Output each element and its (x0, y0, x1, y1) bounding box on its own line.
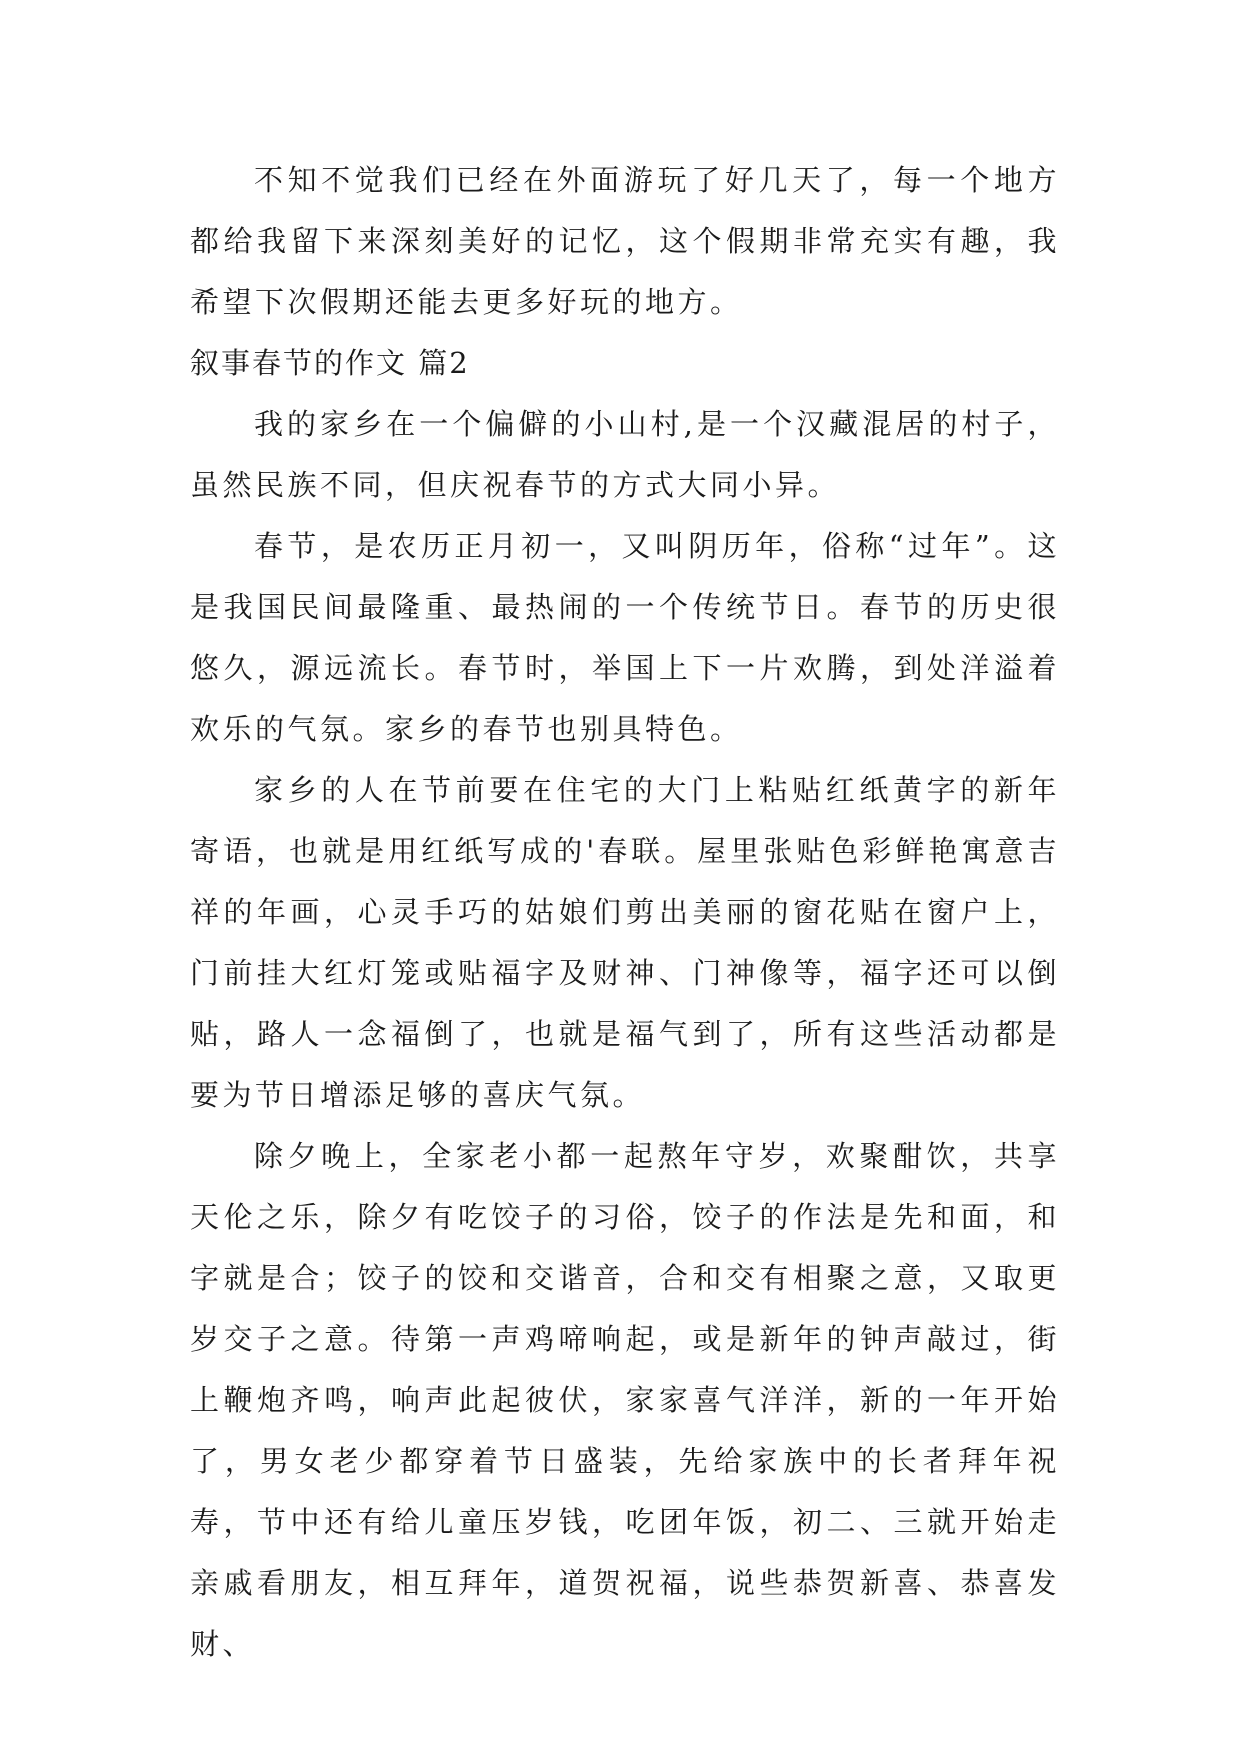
paragraph-decorations: 家乡的人在节前要在住宅的大门上粘贴红纸黄字的新年寄语，也就是用红纸写成的'春联。屋里张贴色彩鲜艳寓意吉祥的年画，心灵手巧的姑娘们剪出美丽的窗花贴在窗户上，门前挂大红灯笼或贴福字及财神、门神像等，福字还可以倒贴，路人一念福倒了，也就是福气到了，所有这些活动都是要为节日增添足够的喜庆气氛。 (190, 773, 1060, 1112)
paragraph-closing-previous-essay: 不知不觉我们已经在外面游玩了好几天了，每一个地方都给我留下来深刻美好的记忆，这个假期非常充实有趣，我希望下次假期还能去更多好玩的地方。 (190, 163, 1060, 319)
paragraph-spring-festival-definition: 春节，是农历正月初一，又叫阴历年，俗称“过年”。这是我国民间最隆重、最热闹的一个传统节日。春节的历史很悠久，源远流长。春节时，举国上下一片欢腾，到处洋溢着欢乐的气氛。家乡的春节也别具特色。 (190, 529, 1060, 746)
paragraph-hometown-intro: 我的家乡在一个偏僻的小山村,是一个汉藏混居的村子，虽然民族不同，但庆祝春节的方式大同小异。 (190, 407, 1060, 502)
paragraph-new-years-eve: 除夕晚上，全家老小都一起熬年守岁，欢聚酣饮，共享天伦之乐，除夕有吃饺子的习俗，饺子的作法是先和面，和字就是合；饺子的饺和交谐音，合和交有相聚之意，又取更岁交子之意。待第一声鸡啼响起，或是新年的钟声敲过，街上鞭炮齐鸣，响声此起彼伏，家家喜气洋洋，新的一年开始了，男女老少都穿着节日盛装，先给家族中的长者拜年祝寿，节中还有给儿童压岁钱，吃团年饭，初二、三就开始走亲戚看朋友，相互拜年，道贺祝福，说些恭贺新喜、恭喜发财、 (190, 1139, 1060, 1661)
document-body (190, 150, 1060, 1675)
section-heading: 叙事春节的作文 篇2 (190, 346, 470, 380)
